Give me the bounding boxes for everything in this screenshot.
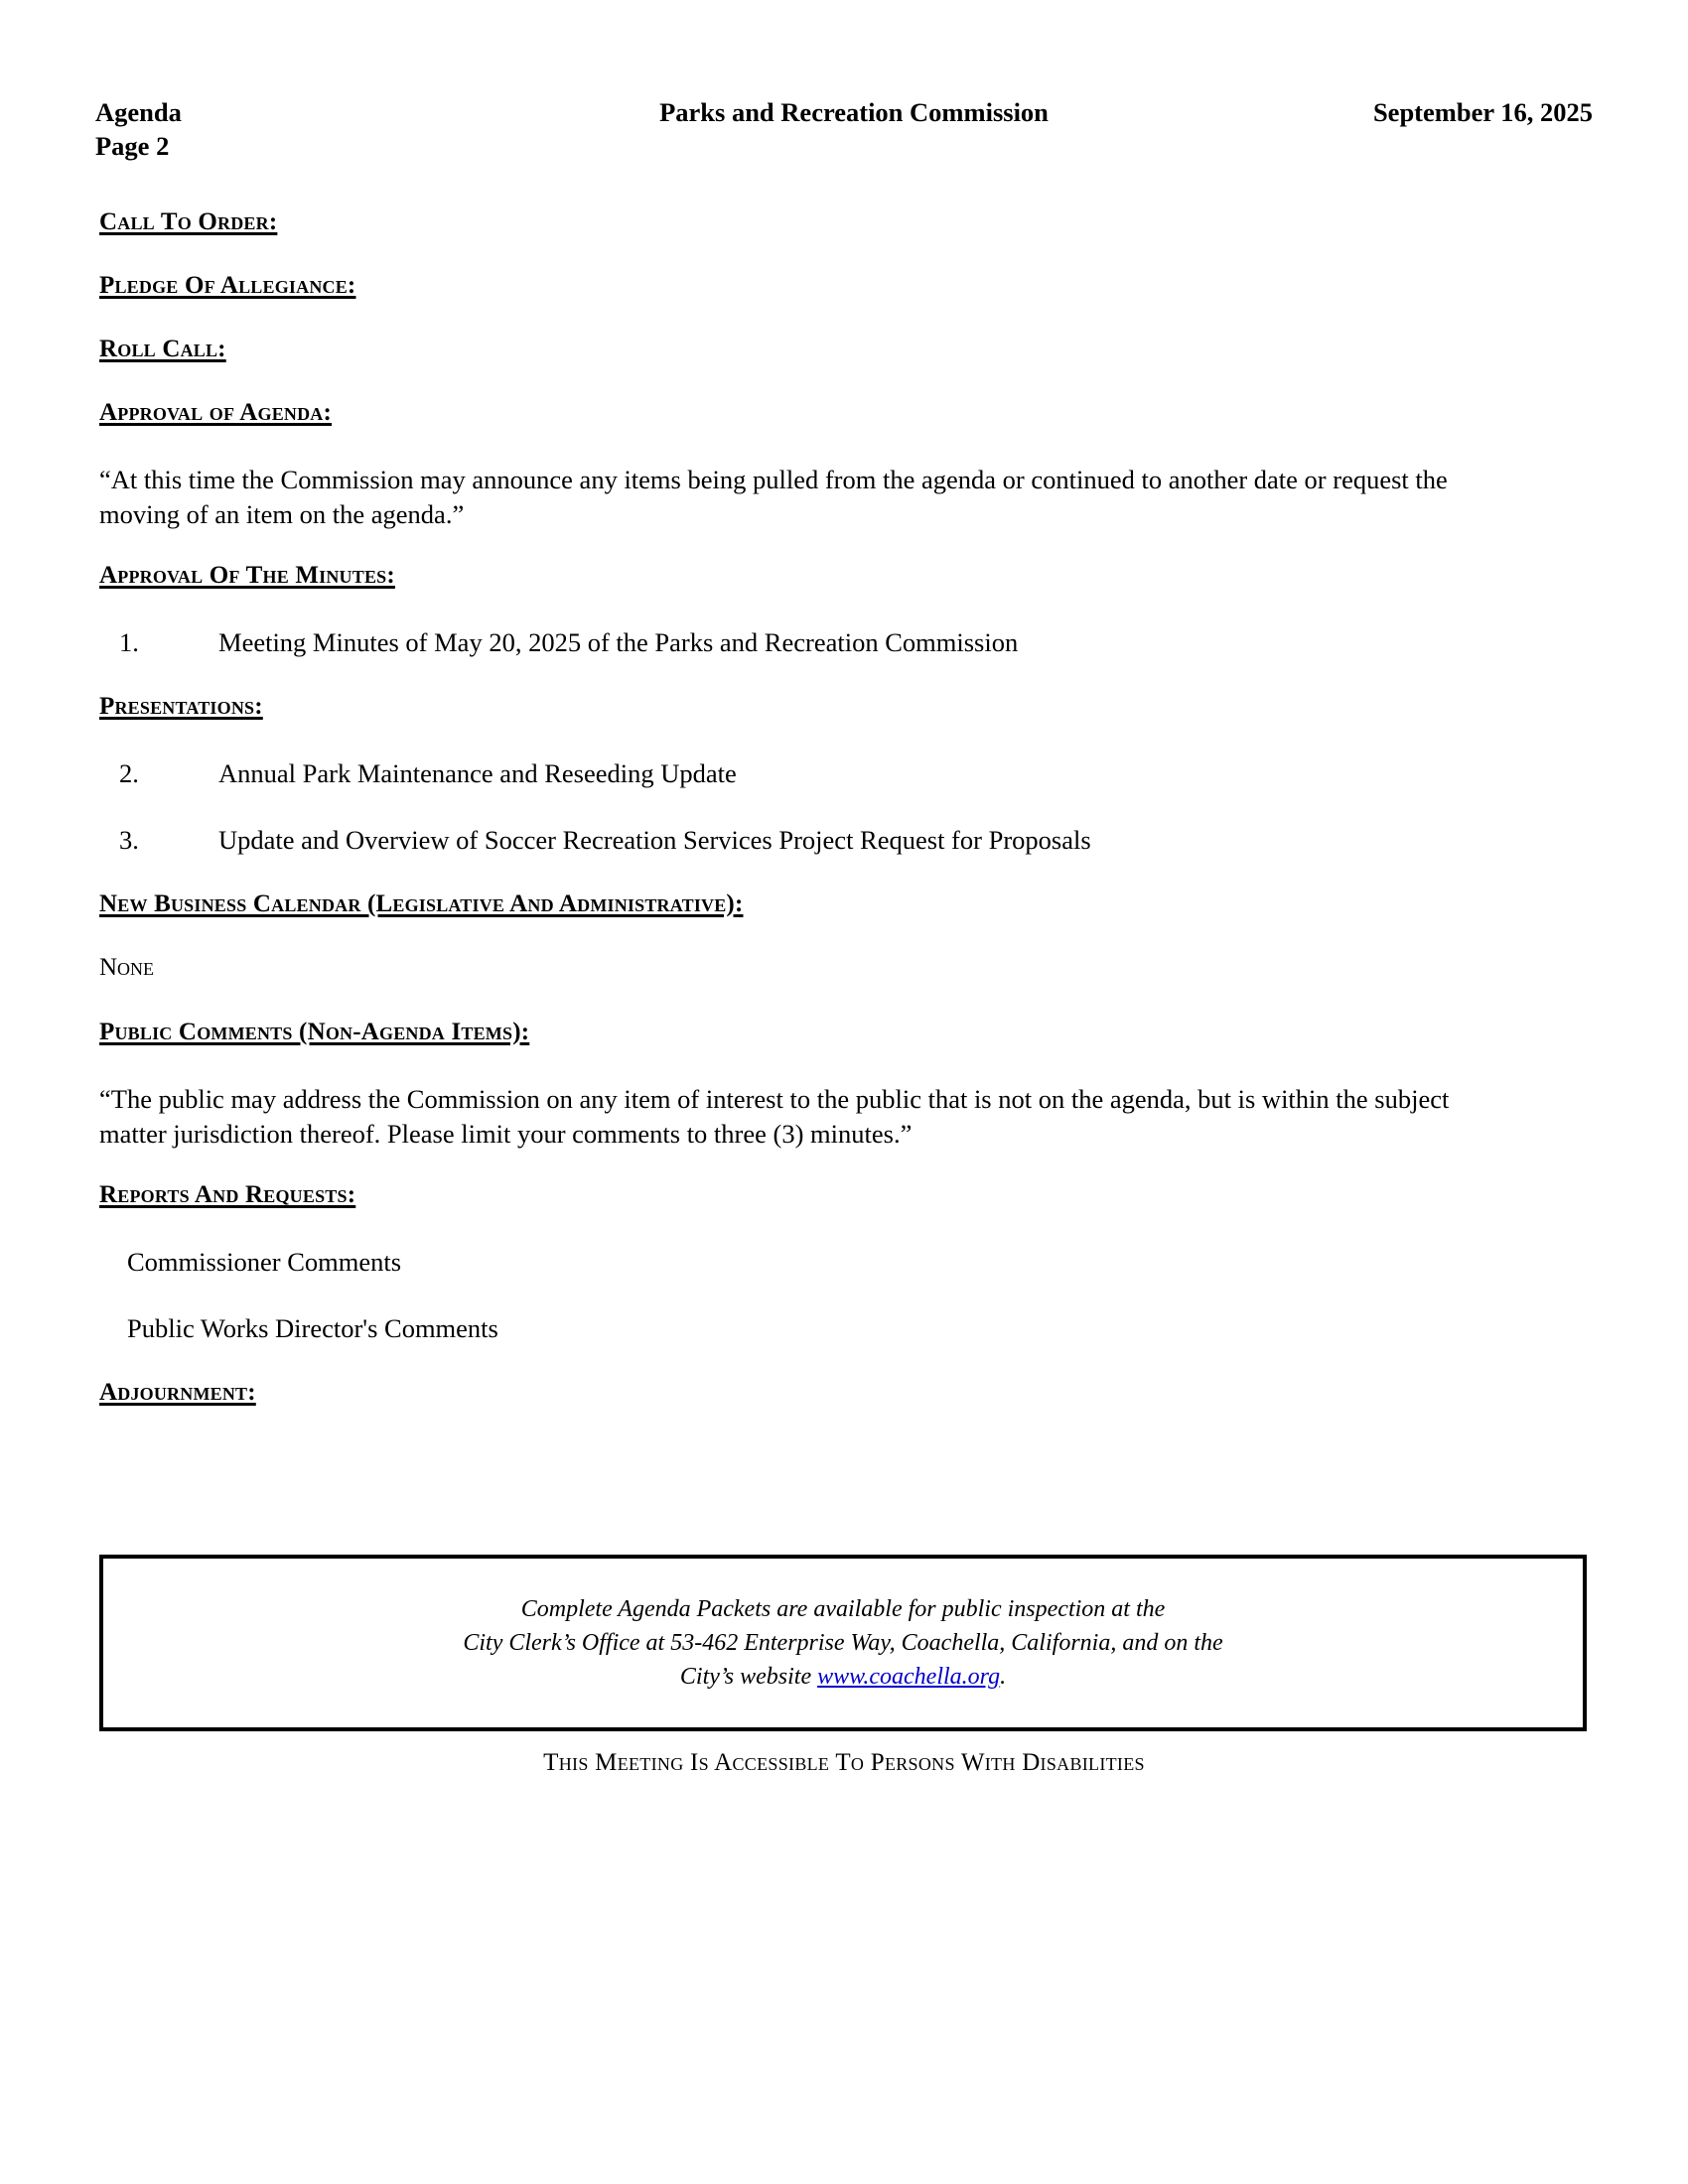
section-heading-approval-of-agenda: Approval of Agenda:	[99, 399, 333, 426]
header-doc-type: Agenda	[95, 97, 182, 127]
agenda-item-text: Meeting Minutes of May 20, 2025 of the Parks and Recreation Commission	[218, 627, 1019, 658]
notice-website-prefix: City’s website	[679, 1664, 818, 1691]
agenda-item-number: 1.	[119, 627, 139, 658]
section-heading-adjournment: Adjournment:	[99, 1378, 256, 1406]
notice-line-1: Complete Agenda Packets are available for public inspection at the	[520, 1595, 1166, 1622]
agenda-packet-notice-text	[103, 1592, 1583, 1694]
agenda-item-text: Update and Overview of Soccer Recreation Services Project Request for Proposals	[218, 825, 1091, 856]
report-item: Public Works Director's Comments	[127, 1313, 498, 1344]
section-heading-approval-of-minutes: Approval Of The Minutes:	[99, 562, 395, 590]
city-website-link[interactable]: www.coachella.org	[817, 1664, 1001, 1691]
notice-website-suffix: .	[1000, 1664, 1007, 1691]
document-header	[95, 95, 1593, 175]
section-heading-public-comments: Public Comments (Non-Agenda Items):	[99, 1018, 530, 1045]
agenda-item	[99, 823, 1589, 857]
accessibility-statement: This Meeting Is Accessible To Persons With Disabilities	[543, 1749, 1145, 1776]
agenda-item-text: Annual Park Maintenance and Reseeding Update	[218, 757, 737, 788]
section-heading-presentations: Presentations:	[99, 692, 263, 720]
section-heading-call-to-order: Call To Order:	[99, 208, 278, 235]
section-heading-pledge-of-allegiance: Pledge Of Allegiance:	[99, 272, 356, 299]
agenda-item-number: 2.	[119, 757, 139, 788]
section-heading-new-business-calendar: New Business Calendar (Legislative And Administrative):	[99, 889, 744, 917]
section-heading-reports-and-requests: Reports And Requests:	[99, 1181, 356, 1208]
agenda-item	[99, 756, 1589, 790]
report-item: Commissioner Comments	[127, 1247, 402, 1277]
agenda-item-number: 3.	[119, 825, 139, 856]
public-comments-statement: “The public may address the Commission on any item of interest to the public that is not on the agenda, but is within the subject matter jurisdiction thereof. Please limit your comments to three (3) minutes.”	[99, 1083, 1450, 1149]
header-meeting-date: September 16, 2025	[1372, 97, 1593, 127]
agenda-packet-notice-box	[99, 1555, 1587, 1731]
header-page-number: Page 2	[95, 131, 170, 161]
header-commission-title: Parks and Recreation Commission	[659, 97, 1049, 127]
approval-of-agenda-statement: “At this time the Commission may announce any items being pulled from the agenda or continued to another date or request the moving of an item on the agenda.”	[99, 465, 1448, 530]
notice-line-3	[103, 1660, 1583, 1694]
agenda-content	[99, 208, 1589, 1442]
new-business-none-value: None	[99, 953, 155, 981]
notice-line-2: City Clerk’s Office at 53-462 Enterprise Way, Coachella, California, and on the	[463, 1629, 1223, 1656]
agenda-item	[99, 625, 1589, 659]
section-heading-roll-call: Roll Call:	[99, 336, 226, 362]
